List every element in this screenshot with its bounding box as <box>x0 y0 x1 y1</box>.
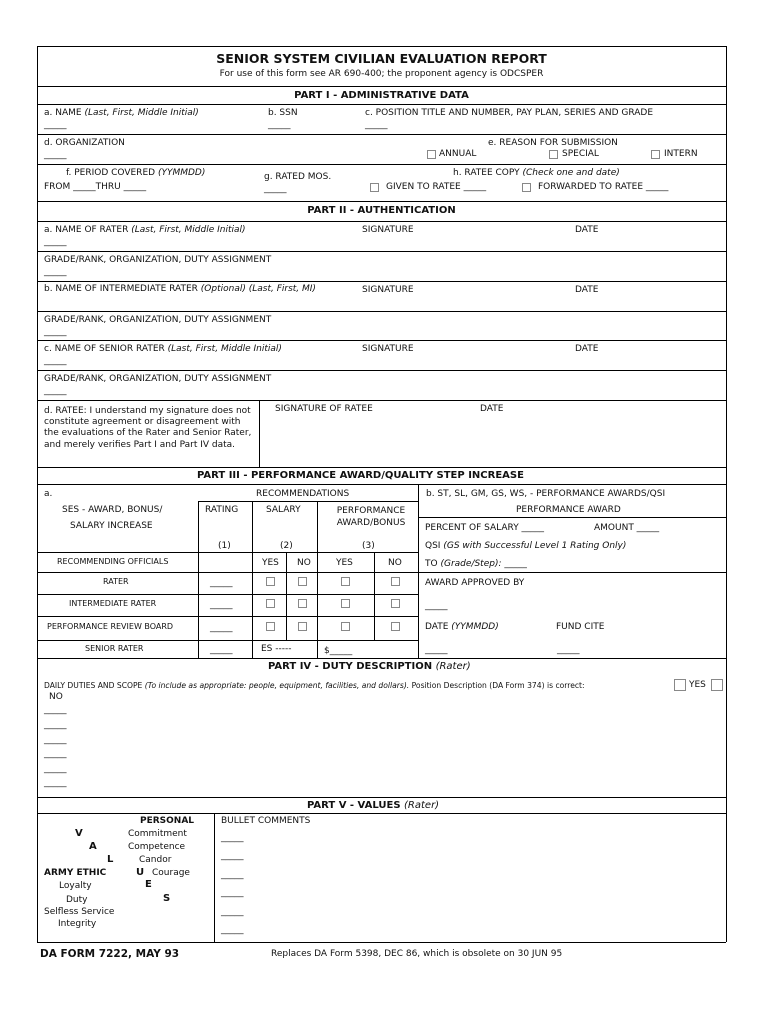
senior-grade-label: GRADE/RANK, ORGANIZATION, DUTY ASSIGNMENT <box>44 374 272 384</box>
intermediate-salary-no-checkbox[interactable] <box>298 599 307 608</box>
row-label-rater: RATER <box>103 577 129 586</box>
pd-no-checkbox[interactable] <box>711 679 723 691</box>
position-value[interactable]: _____ <box>365 120 388 130</box>
board-award-no-checkbox[interactable] <box>391 622 400 631</box>
name-value[interactable]: _____ <box>44 120 67 130</box>
award-approved-by-label: AWARD APPROVED BY <box>425 578 525 588</box>
org-value[interactable]: _____ <box>44 150 67 160</box>
ssn-label: b. SSN <box>268 108 298 118</box>
rater-signature-label: SIGNATURE <box>362 225 414 235</box>
award-amount[interactable]: AMOUNT _____ <box>594 523 660 533</box>
award-approved-by-value[interactable]: _____ <box>425 601 448 611</box>
duty-line[interactable]: _____ <box>44 749 67 759</box>
senior-grade-value[interactable]: _____ <box>44 386 67 396</box>
bullet-comments-label: BULLET COMMENTS <box>221 816 311 826</box>
copy-forwarded-label: FORWARDED TO RATEE _____ <box>538 182 669 192</box>
review-board-rating[interactable]: _____ <box>210 623 233 633</box>
rated-mos-value[interactable]: _____ <box>264 184 287 194</box>
copy-given-label: GIVEN TO RATEE _____ <box>386 182 487 192</box>
rater-award-no-checkbox[interactable] <box>391 577 400 586</box>
pd-no-label: NO <box>49 692 63 702</box>
fund-cite-label: FUND CITE <box>556 622 605 632</box>
competence-label: Competence <box>128 842 186 852</box>
rater-rating[interactable]: _____ <box>210 578 233 588</box>
duty-label: Duty <box>66 895 88 905</box>
fund-cite-value[interactable]: _____ <box>557 645 580 655</box>
period-value[interactable]: FROM _____THRU _____ <box>44 182 147 192</box>
percent-of-salary[interactable]: PERCENT OF SALARY _____ <box>425 523 545 533</box>
rater-date-label: DATE <box>575 225 599 235</box>
part1-heading: PART I - ADMINISTRATIVE DATA <box>294 90 469 101</box>
bullet-line[interactable]: _____ <box>221 888 244 898</box>
courage-label: Courage <box>152 868 190 878</box>
letter-s: S <box>163 893 171 904</box>
part4-heading: PART IV - DUTY DESCRIPTION (Rater) <box>268 661 471 672</box>
board-salary-no-checkbox[interactable] <box>298 622 307 631</box>
name-label: a. NAME (Last, First, Middle Initial) <box>44 108 199 118</box>
intermediate-award-yes-checkbox[interactable] <box>341 599 350 608</box>
award-no-header: NO <box>388 558 402 568</box>
letter-u: U <box>136 867 145 878</box>
reason-annual-label: ANNUAL <box>439 149 477 159</box>
qsi-label: QSI (GS with Successful Level 1 Rating Only) <box>425 541 627 551</box>
form-title: SENIOR SYSTEM CIVILIAN EVALUATION REPORT <box>216 51 547 66</box>
org-label: d. ORGANIZATION <box>44 138 125 148</box>
copy-given-checkbox[interactable] <box>370 183 379 192</box>
duty-line[interactable]: _____ <box>44 720 67 730</box>
rater-grade-value[interactable]: _____ <box>44 267 67 277</box>
part3-b-label: b. ST, SL, GM, GS, WS, - PERFORMANCE AWARDS/QSI <box>426 489 666 499</box>
ratee-signature-label: SIGNATURE OF RATEE <box>275 404 373 414</box>
col2-label: (2) <box>280 541 293 551</box>
bullet-line[interactable]: _____ <box>221 925 244 935</box>
pd-yes-checkbox[interactable] <box>674 679 686 691</box>
part5-heading: PART V - VALUES (Rater) <box>307 800 440 811</box>
board-award-yes-checkbox[interactable] <box>341 622 350 631</box>
salary-yes-header: YES <box>262 558 279 568</box>
bullet-line[interactable]: _____ <box>221 851 244 861</box>
col3-label: (3) <box>362 541 375 551</box>
integrity-label: Integrity <box>58 919 97 929</box>
rater-salary-yes-checkbox[interactable] <box>266 577 275 586</box>
army-ethic-label: ARMY ETHIC <box>44 868 107 878</box>
intermediate-rating[interactable]: _____ <box>210 600 233 610</box>
senior-name-label: c. NAME OF SENIOR RATER (Last, First, Middle Initial) <box>44 344 282 354</box>
senior-date-label: DATE <box>575 344 599 354</box>
ratee-date-label: DATE <box>480 404 504 414</box>
ses-line2: SALARY INCREASE <box>70 521 153 531</box>
position-label: c. POSITION TITLE AND NUMBER, PAY PLAN, SERIES AND GRADE <box>365 108 653 118</box>
rater-salary-no-checkbox[interactable] <box>298 577 307 586</box>
copy-forwarded-checkbox[interactable] <box>522 183 531 192</box>
reason-intern-label: INTERN <box>664 149 698 159</box>
reason-intern-checkbox[interactable] <box>651 150 660 159</box>
bullet-line[interactable]: _____ <box>221 907 244 917</box>
letter-l: L <box>107 854 114 865</box>
intermediate-grade-value[interactable]: _____ <box>44 327 67 337</box>
col1-label: (1) <box>218 541 231 551</box>
letter-v: V <box>75 828 83 839</box>
bullet-line[interactable]: _____ <box>221 870 244 880</box>
salary-header: SALARY <box>266 505 301 515</box>
salary-no-header: NO <box>297 558 311 568</box>
rating-header: RATING <box>205 505 239 515</box>
qsi-to-label: TO (Grade/Step): _____ <box>425 559 527 569</box>
ratee-copy-label: h. RATEE COPY (Check one and date) <box>453 168 620 178</box>
duty-line[interactable]: _____ <box>44 778 67 788</box>
replaces-note: Replaces DA Form 5398, DEC 86, which is obsolete on 30 JUN 95 <box>271 949 563 959</box>
duty-line[interactable]: _____ <box>44 735 67 745</box>
personal-label: PERSONAL <box>140 816 195 826</box>
reason-label: e. REASON FOR SUBMISSION <box>488 138 618 148</box>
rated-mos-label: g. RATED MOS. <box>264 172 332 182</box>
reason-annual-checkbox[interactable] <box>427 150 436 159</box>
senior-name-value[interactable]: _____ <box>44 356 67 366</box>
rater-name-label: a. NAME OF RATER (Last, First, Middle Initial) <box>44 225 246 235</box>
intermediate-name-label: b. NAME OF INTERMEDIATE RATER (Optional) (Last, First, MI) <box>44 284 316 294</box>
award-date-value[interactable]: _____ <box>425 645 448 655</box>
board-salary-yes-checkbox[interactable] <box>266 622 275 631</box>
bullet-line[interactable]: _____ <box>221 833 244 843</box>
senior-rater-rating[interactable]: _____ <box>210 645 233 655</box>
duty-line[interactable]: _____ <box>44 705 67 715</box>
ssn-value[interactable]: _____ <box>268 120 291 130</box>
award-yes-header: YES <box>336 558 353 568</box>
rater-grade-label: GRADE/RANK, ORGANIZATION, DUTY ASSIGNMENT <box>44 255 272 265</box>
rater-award-yes-checkbox[interactable] <box>341 577 350 586</box>
senior-rater-dollar[interactable]: $_____ <box>324 646 353 656</box>
ratee-statement: d. RATEE: I understand my signature does not constitute agreement or disagreement with the evaluations of the Rater and Senior Rater, and merely verifies Part I and Part IV data. <box>44 406 252 450</box>
row-label-review-board: PERFORMANCE REVIEW BOARD <box>47 622 174 631</box>
reason-special-label: SPECIAL <box>562 149 599 159</box>
form-id: DA FORM 7222, MAY 93 <box>40 948 180 960</box>
selfless-service-label: Selfless Service <box>44 907 115 917</box>
senior-signature-label: SIGNATURE <box>362 344 414 354</box>
intermediate-date-label: DATE <box>575 285 599 295</box>
recommendations-header: RECOMMENDATIONS <box>256 489 350 499</box>
part3-heading: PART III - PERFORMANCE AWARD/QUALITY STEP INCREASE <box>197 470 524 481</box>
duty-line[interactable]: _____ <box>44 764 67 774</box>
letter-e: E <box>145 879 152 890</box>
intermediate-signature-label: SIGNATURE <box>362 285 414 295</box>
part2-heading: PART II - AUTHENTICATION <box>307 205 456 216</box>
senior-rater-es[interactable]: ES ----- <box>261 644 292 654</box>
period-label: f. PERIOD COVERED (YYMMDD) <box>66 168 206 178</box>
performance-award-right: PERFORMANCE AWARD <box>516 505 621 515</box>
intermediate-award-no-checkbox[interactable] <box>391 599 400 608</box>
loyalty-label: Loyalty <box>59 881 92 891</box>
row-label-intermediate: INTERMEDIATE RATER <box>69 599 157 608</box>
duties-label: DAILY DUTIES AND SCOPE (To include as appropriate: people, equipment, facilities, and dollars). Position Description (DA Form 374) is correct: <box>44 681 585 690</box>
reason-special-checkbox[interactable] <box>549 150 558 159</box>
intermediate-grade-label: GRADE/RANK, ORGANIZATION, DUTY ASSIGNMENT <box>44 315 272 325</box>
performance-award-header: PERFORMANCE AWARD/BONUS <box>336 506 406 528</box>
letter-a: A <box>89 841 97 852</box>
part3-a-label: a. <box>44 489 53 499</box>
commitment-label: Commitment <box>128 829 187 839</box>
candor-label: Candor <box>139 855 172 865</box>
recommending-officials-header: RECOMMENDING OFFICIALS <box>57 557 169 566</box>
intermediate-salary-yes-checkbox[interactable] <box>266 599 275 608</box>
rater-name-value[interactable]: _____ <box>44 237 67 247</box>
row-label-senior-rater: SENIOR RATER <box>85 644 144 653</box>
form-subtitle: For use of this form see AR 690-400; the proponent agency is ODCSPER <box>219 69 544 79</box>
award-date-label: DATE (YYMMDD) <box>425 622 499 632</box>
ses-line1: SES - AWARD, BONUS/ <box>62 505 163 515</box>
pd-yes-label: YES <box>689 680 706 690</box>
